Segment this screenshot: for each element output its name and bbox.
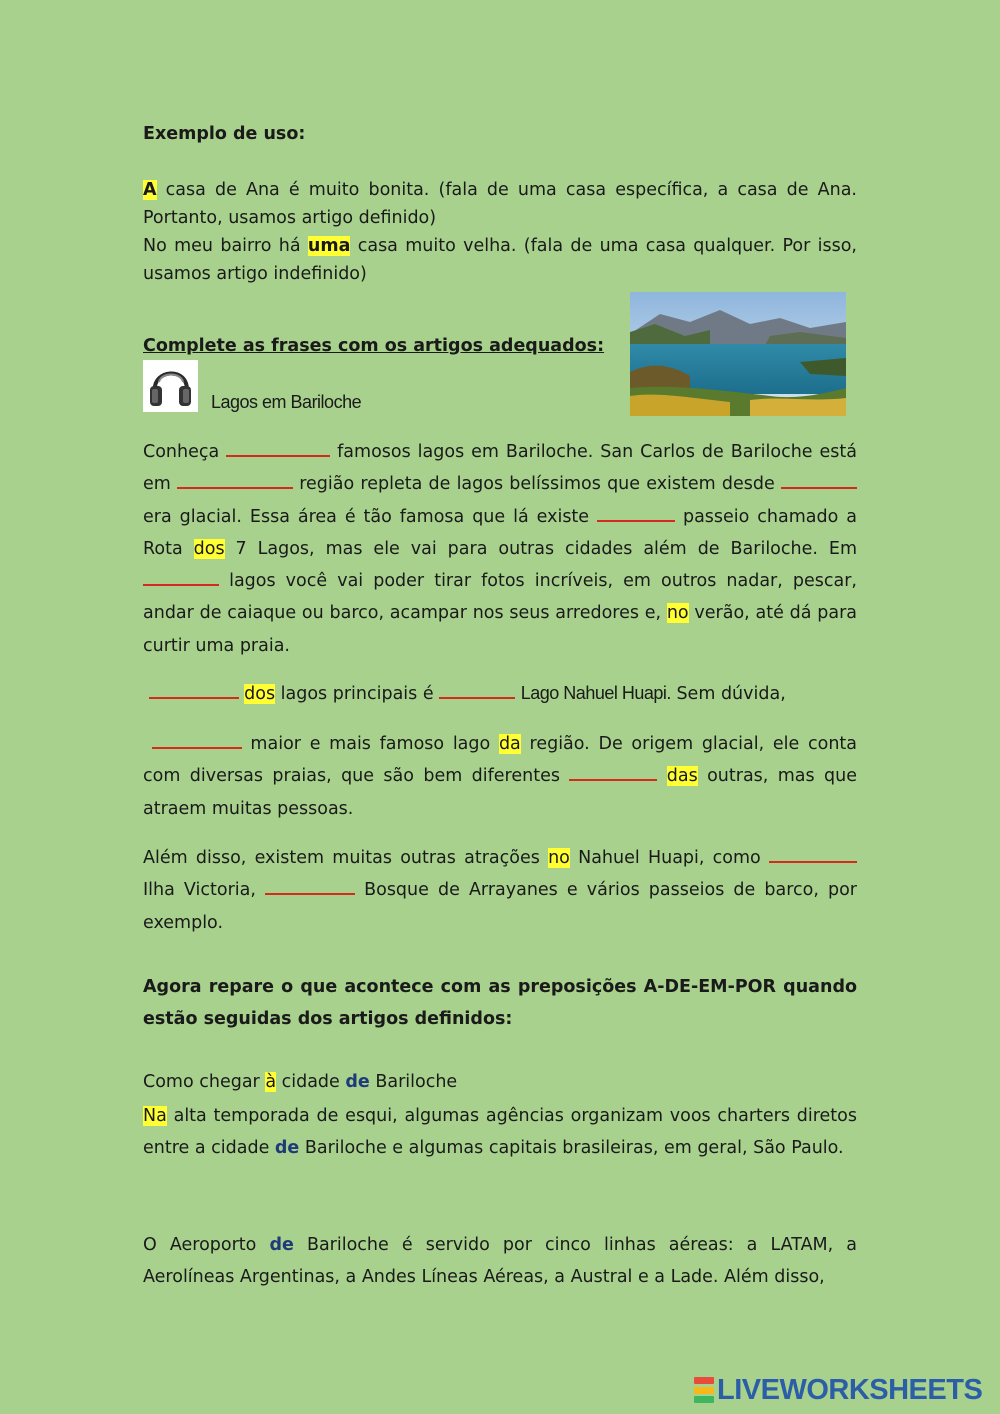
answer-blank-2[interactable] <box>177 469 293 489</box>
paragraph-main-lakes: dos lagos principais é Lago Nahuel Huapi. Sem dúvida, <box>143 679 857 708</box>
audio-title: Lagos em Bariloche <box>211 392 362 412</box>
highlight-word: Na <box>143 1106 167 1126</box>
highlight-word: das <box>666 766 698 787</box>
highlight-word: no <box>666 603 689 624</box>
answer-blank-3[interactable] <box>781 469 857 489</box>
paragraph-lakes: Conheça famosos lagos em Bariloche. San Carlos de Bariloche está em região repleta de lagos belíssimos que existem desde era glacial. Essa área é tão famosa que lá existe passeio chamado a Rota dos 7 Lagos, mas ele vai para outras cidades além de Bariloche. Em lagos você vai poder tirar fotos incríveis, em outros nadar, pescar, andar de caiaque ou barco, acampar nos seus arredores e, no verão, até dá para curtir uma praia. <box>143 436 857 662</box>
paragraph-airport: O Aeroporto de Bariloche é servido por cinco linhas aéreas: a LATAM, a Aerolíneas Argentinas, a Andes Líneas Aéreas, a Austral e a Lade. Além disso, <box>143 1235 858 1288</box>
answer-blank-8[interactable] <box>152 729 242 749</box>
how-to-get-line: Como chegar à cidade de Bariloche <box>143 1072 458 1092</box>
answer-blank-4[interactable] <box>597 502 675 522</box>
highlight-word: uma <box>307 236 351 256</box>
paragraph-nahuel-huapi: maior e mais famoso lago da região. De origem glacial, ele conta com diversas praias, que são bem diferentes das outras, mas que atraem muitas pessoas. <box>143 728 857 825</box>
preposition-word: de <box>274 1138 300 1159</box>
highlight-word: no <box>548 848 570 868</box>
exercise-heading: Complete as frases com os artigos adequados: <box>143 336 605 356</box>
answer-blank-6[interactable] <box>149 679 239 699</box>
answer-blank-11[interactable] <box>265 875 355 895</box>
paragraph-attractions: Além disso, existem muitas outras atrações no Nahuel Huapi, como Ilha Victoria, Bosque de Arrayanes e vários passeios de barco, por exemplo. <box>143 842 857 939</box>
logo-icon <box>694 1377 714 1403</box>
highlight-word: dos <box>193 538 225 559</box>
highlight-word: A <box>143 180 157 200</box>
highlight-word: da <box>498 734 521 754</box>
answer-blank-10[interactable] <box>769 843 857 863</box>
paragraph-charters: Na alta temporada de esqui, algumas agências organizam voos charters diretos entre a cidade de Bariloche e algumas capitais brasileiras, em geral, São Paulo. <box>143 1106 857 1159</box>
answer-blank-9[interactable] <box>569 761 657 781</box>
example-sentence-indefinite: No meu bairro há uma casa muito velha. (fala de uma casa qualquer. Por isso, usamos artigo indefinido) <box>143 236 857 284</box>
example-heading: Exemplo de uso: <box>143 124 306 144</box>
preposition-word: de <box>345 1072 370 1092</box>
answer-blank-5[interactable] <box>143 566 219 586</box>
headphones-audio-icon[interactable] <box>143 360 198 412</box>
liveworksheets-logo[interactable] <box>694 1374 982 1406</box>
preposition-word: de <box>269 1235 294 1255</box>
example-sentence-definite: A casa de Ana é muito bonita. (fala de uma casa específica, a casa de Ana. Portanto, usamos artigo definido) <box>143 180 857 228</box>
highlight-word: dos <box>244 684 276 704</box>
answer-blank-7[interactable] <box>439 679 515 699</box>
highlight-word: à <box>265 1072 277 1092</box>
answer-blank-1[interactable] <box>226 437 330 457</box>
prepositions-heading: Agora repare o que acontece com as preposições A-DE-EM-POR quando estão seguidas dos artigos definidos: <box>143 977 857 1030</box>
logo-text: LIVEWORKSHEETS <box>717 1373 983 1406</box>
lake-photo <box>630 292 846 416</box>
